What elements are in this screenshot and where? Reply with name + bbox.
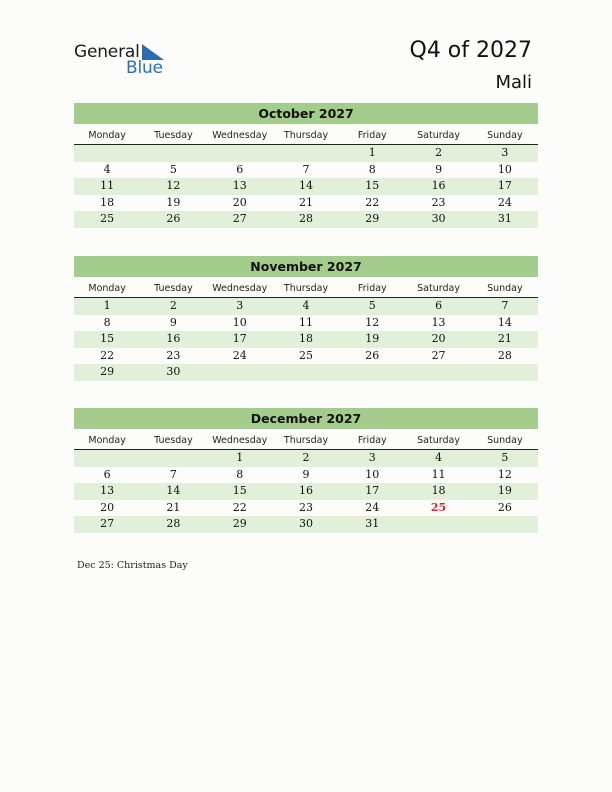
day-cell: 26 [497, 500, 512, 514]
day-cell: 11 [298, 315, 313, 329]
day-cell: 14 [166, 484, 181, 497]
week-row [74, 195, 538, 212]
week-row [74, 331, 538, 348]
day-cell: 23 [298, 500, 313, 514]
day-cell: 21 [298, 195, 313, 209]
day-cell: 16 [298, 484, 313, 497]
day-cell: 19 [497, 484, 512, 497]
day-cell: 15 [232, 484, 247, 497]
day-cell: 24 [232, 348, 247, 362]
week-row [74, 483, 538, 500]
day-cell: 18 [431, 484, 446, 497]
day-cell [472, 516, 538, 533]
day-cell: 20 [232, 195, 247, 209]
week-row [74, 364, 538, 381]
day-cell: 15 [100, 332, 115, 345]
day-cell: 17 [232, 332, 247, 345]
day-cell [405, 516, 471, 533]
weekday-label: Thursday [283, 435, 329, 446]
weekday-label: Thursday [283, 283, 329, 294]
weekday-label: Monday [88, 435, 126, 446]
day-cell [74, 450, 140, 467]
day-cell: 11 [100, 179, 115, 192]
holiday-notes [77, 560, 188, 571]
weekday-label: Saturday [417, 435, 460, 446]
holiday-note: Dec 25: Christmas Day [77, 560, 188, 571]
day-cell [140, 450, 206, 467]
weekday-label: Tuesday [154, 283, 193, 294]
day-cell: 4 [302, 299, 310, 312]
day-cell: 2 [169, 299, 177, 312]
day-cell: 5 [501, 451, 509, 464]
day-cell [74, 145, 140, 162]
day-cell: 18 [298, 332, 313, 345]
day-cell: 11 [431, 467, 446, 481]
day-cell: 27 [431, 348, 446, 362]
day-cell: 14 [298, 179, 313, 192]
weekday-header-row [74, 127, 538, 145]
day-cell: 20 [100, 500, 115, 514]
day-cell: 21 [166, 500, 181, 514]
month-title: October 2027 [74, 103, 538, 124]
day-cell: 6 [103, 467, 111, 481]
day-cell: 25 [100, 212, 115, 225]
weekday-label: Saturday [417, 283, 460, 294]
day-cell [273, 364, 339, 381]
country-name: Mali [495, 72, 532, 93]
day-cell: 30 [298, 517, 313, 530]
weekday-label: Friday [357, 283, 387, 294]
weekday-label: Wednesday [212, 283, 268, 294]
day-cell: 8 [236, 467, 244, 481]
day-cell: 1 [103, 299, 111, 312]
day-cell [405, 364, 471, 381]
day-cell: 19 [365, 332, 380, 345]
day-cell: 15 [365, 179, 380, 192]
day-cell: 23 [431, 195, 446, 209]
day-cell: 2 [302, 451, 310, 464]
day-cell [273, 145, 339, 162]
generalblue-logo [74, 42, 184, 78]
week-row [74, 516, 538, 533]
month-october [74, 103, 538, 228]
day-cell: 25 [298, 348, 313, 362]
day-cell: 16 [166, 332, 181, 345]
day-cell: 19 [166, 195, 181, 209]
day-cell: 5 [169, 162, 177, 176]
weekday-label: Wednesday [212, 130, 268, 141]
week-row [74, 178, 538, 195]
day-cell: 22 [365, 195, 380, 209]
day-cell: 10 [232, 315, 247, 329]
day-cell: 21 [497, 332, 512, 345]
month-title: December 2027 [74, 408, 538, 429]
day-cell: 26 [166, 212, 181, 225]
day-cell: 7 [169, 467, 177, 481]
day-cell [207, 145, 273, 162]
day-cell: 8 [368, 162, 376, 176]
weekday-label: Wednesday [212, 435, 268, 446]
day-cell: 7 [501, 299, 509, 312]
weekday-label: Saturday [417, 130, 460, 141]
day-cell: 13 [431, 315, 446, 329]
logo-general-text: General [74, 42, 140, 62]
day-cell [339, 364, 405, 381]
weekday-label: Sunday [487, 435, 523, 446]
logo-blue-text: Blue [126, 58, 163, 78]
month-november [74, 256, 538, 381]
day-cell: 6 [435, 299, 443, 312]
day-cell: 23 [166, 348, 181, 362]
month-title: November 2027 [74, 256, 538, 277]
day-cell: 7 [302, 162, 310, 176]
day-cell: 30 [431, 212, 446, 225]
day-cell: 6 [236, 162, 244, 176]
day-cell: 4 [103, 162, 111, 176]
weekday-label: Sunday [487, 130, 523, 141]
day-cell: 26 [365, 348, 380, 362]
weekday-label: Sunday [487, 283, 523, 294]
week-row [74, 450, 538, 467]
day-cell: 27 [232, 212, 247, 225]
day-cell: 29 [100, 365, 115, 378]
weekday-label: Tuesday [154, 435, 193, 446]
week-row [74, 145, 538, 162]
weekday-header-row [74, 280, 538, 298]
weekday-label: Tuesday [154, 130, 193, 141]
week-row [74, 211, 538, 228]
weekday-label: Monday [88, 283, 126, 294]
month-december [74, 408, 538, 533]
day-cell: 17 [497, 179, 512, 192]
day-cell: 1 [368, 146, 376, 159]
day-cell: 20 [431, 332, 446, 345]
day-cell: 10 [365, 467, 380, 481]
day-cell: 10 [497, 162, 512, 176]
day-cell: 17 [365, 484, 380, 497]
day-cell [207, 364, 273, 381]
day-cell: 5 [368, 299, 376, 312]
day-cell: 22 [232, 500, 247, 514]
day-cell: 24 [497, 195, 512, 209]
day-cell: 28 [298, 212, 313, 225]
day-cell: 3 [501, 146, 509, 159]
weekday-label: Monday [88, 130, 126, 141]
weekday-label: Friday [357, 130, 387, 141]
week-row [74, 348, 538, 365]
day-cell: 28 [497, 348, 512, 362]
day-cell: 30 [166, 365, 181, 378]
week-row [74, 315, 538, 332]
day-cell: 9 [302, 467, 310, 481]
day-cell [472, 364, 538, 381]
day-cell: 16 [431, 179, 446, 192]
day-cell: 29 [232, 517, 247, 530]
day-cell: 28 [166, 517, 181, 530]
page-title: Q4 of 2027 [409, 38, 532, 63]
day-cell: 12 [365, 315, 380, 329]
day-cell: 9 [435, 162, 443, 176]
day-cell: 14 [497, 315, 512, 329]
day-cell: 12 [166, 179, 181, 192]
weekday-header-row [74, 432, 538, 450]
weekday-label: Thursday [283, 130, 329, 141]
day-cell: 31 [497, 212, 512, 225]
day-cell: 29 [365, 212, 380, 225]
day-cell: 9 [169, 315, 177, 329]
day-cell: 18 [100, 195, 115, 209]
day-cell: 12 [497, 467, 512, 481]
day-cell: 13 [100, 484, 115, 497]
weekday-label: Friday [357, 435, 387, 446]
day-cell: 27 [100, 517, 115, 530]
day-cell: 2 [435, 146, 443, 159]
week-row [74, 467, 538, 484]
holiday-day-cell: 25 [430, 500, 447, 514]
day-cell: 4 [435, 451, 443, 464]
day-cell: 24 [365, 500, 380, 514]
week-row [74, 500, 538, 517]
day-cell: 1 [236, 451, 244, 464]
day-cell [140, 145, 206, 162]
day-cell: 13 [232, 179, 247, 192]
day-cell: 31 [365, 517, 380, 530]
day-cell: 3 [368, 451, 376, 464]
week-row [74, 298, 538, 315]
day-cell: 22 [100, 348, 115, 362]
day-cell: 8 [103, 315, 111, 329]
day-cell: 3 [236, 299, 244, 312]
week-row [74, 162, 538, 179]
